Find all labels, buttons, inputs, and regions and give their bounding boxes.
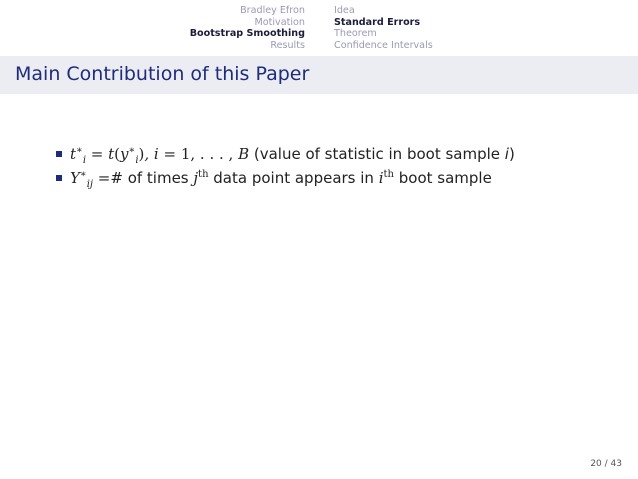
nav-section-motivation[interactable]: Motivation xyxy=(254,16,305,28)
navigation-bar xyxy=(0,0,638,56)
frame-title: Main Contribution of this Paper xyxy=(15,63,310,85)
section-list xyxy=(190,5,305,51)
bullet-square-icon xyxy=(56,175,62,181)
nav-subsection-idea[interactable]: Idea xyxy=(334,5,355,16)
math-Y: Y xyxy=(70,169,80,187)
nav-section-bootstrap-smoothing[interactable]: Bootstrap Smoothing xyxy=(189,28,305,39)
math-equals: = xyxy=(86,145,109,163)
frame-title-bar xyxy=(0,56,638,94)
math-lparen: ( xyxy=(114,145,121,163)
math-equals-hash: =# xyxy=(93,169,123,187)
math-th-1: th xyxy=(198,169,209,180)
statistic-description: (value of statistic in boot sample xyxy=(249,145,505,163)
math-comma-i: , i xyxy=(144,145,159,163)
math-rparen: ) xyxy=(138,145,145,163)
bullet-item-statistic xyxy=(70,142,515,166)
nav-subsection-standard-errors[interactable]: Standard Errors xyxy=(334,16,421,28)
bullet-list xyxy=(70,142,515,190)
counts-text-1: of times xyxy=(122,169,194,187)
math-t-func: t xyxy=(108,145,115,163)
statistic-description-i: i xyxy=(504,145,509,163)
page-number: 20 / 43 xyxy=(590,459,622,469)
bullet-square-icon xyxy=(56,151,62,157)
math-sub-i: i xyxy=(82,155,87,166)
subsection-list xyxy=(334,5,433,51)
math-star: ∗ xyxy=(79,169,87,180)
math-equals-2: = xyxy=(158,145,181,163)
statistic-description-close: ) xyxy=(508,145,515,163)
math-y: y xyxy=(120,145,129,163)
math-t: t xyxy=(70,145,77,163)
math-star-2: ∗ xyxy=(128,145,136,156)
counts-text-3: boot sample xyxy=(394,169,492,187)
nav-section-results[interactable]: Results xyxy=(270,39,305,51)
nav-section-bradley-efron[interactable]: Bradley Efron xyxy=(240,5,305,16)
math-th-2: th xyxy=(383,169,394,180)
math-i: i xyxy=(378,169,384,187)
math-range: 1, . . . , xyxy=(180,145,239,163)
nav-subsection-confidence-intervals[interactable]: Confidence Intervals xyxy=(334,39,433,51)
math-sub-i-2: i xyxy=(135,155,139,166)
math-star: ∗ xyxy=(76,145,83,156)
bullet-item-counts xyxy=(70,166,515,190)
math-sub-ij: ij xyxy=(86,179,94,190)
math-j: j xyxy=(193,169,199,187)
math-B: B xyxy=(238,145,250,163)
counts-text-2: data point appears in xyxy=(208,169,379,187)
nav-subsection-theorem[interactable]: Theorem xyxy=(334,28,377,39)
